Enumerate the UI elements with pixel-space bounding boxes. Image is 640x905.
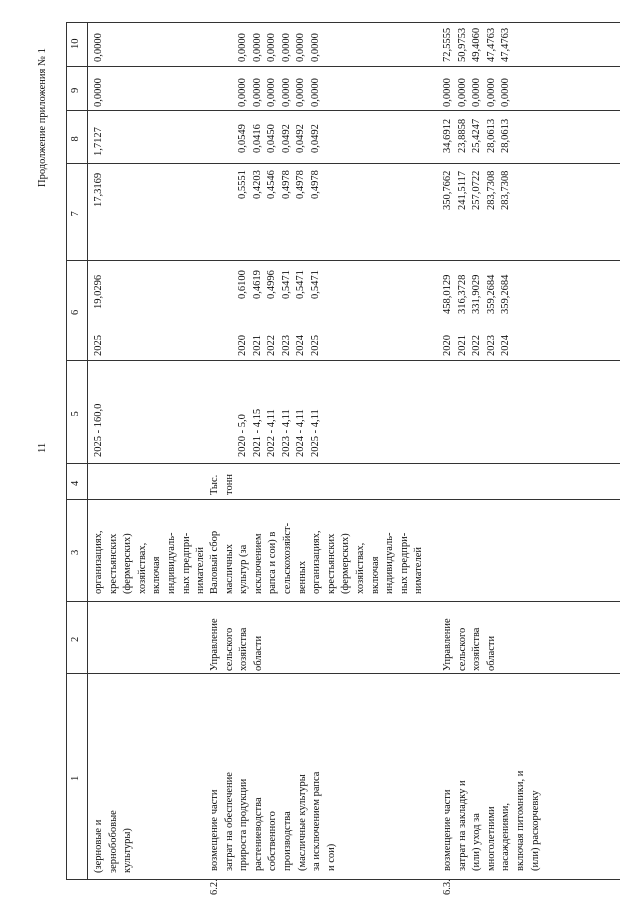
cell-text: ных предпри- (398, 532, 410, 594)
cell-text: сельского (223, 627, 235, 671)
column-header-4: 4 (70, 480, 81, 486)
cell-value: 23,8858 (456, 118, 468, 153)
cell-value: 0,0492 (310, 124, 321, 153)
column-border-9 (66, 66, 620, 67)
cell-value: 28,0613 (500, 118, 512, 153)
cell-text: венных (296, 560, 308, 594)
column-header-7: 7 (70, 211, 81, 217)
cell-value: 0,0000 (500, 78, 512, 107)
cell-value: 34,6912 (442, 118, 453, 153)
cell-value: 49,4060 (471, 27, 483, 62)
cell-value: 0,0000 (93, 78, 104, 107)
cell-text: крестьянских (107, 533, 119, 594)
cell-value: 19,0296 (93, 274, 104, 309)
cell-value: 0,4203 (251, 170, 263, 199)
column-border-2 (66, 601, 620, 602)
cell-text: индивидуаль- (384, 532, 396, 594)
column-border-7 (66, 163, 620, 164)
cell-value: 0,0000 (237, 78, 248, 107)
column-header-10: 10 (70, 38, 81, 49)
cell-text: нимателей (195, 547, 207, 594)
cell-target: 2020 - 5,0 (237, 414, 248, 457)
cell-value: 458,0129 (442, 274, 453, 314)
column-border-3 (66, 499, 620, 500)
cell-year: 2021 (251, 335, 263, 356)
cell-target: 2021 - 4,15 (251, 408, 263, 457)
cell-value: 0,0000 (266, 78, 278, 107)
cell-year: 2022 (471, 335, 483, 356)
cell-text: за исключением рапса (311, 771, 323, 871)
cell-value: 0,5551 (237, 170, 248, 199)
cell-value: 0,4619 (251, 270, 263, 299)
cell-value: 17,3169 (93, 172, 104, 207)
cell-text: (или) уход за (471, 813, 483, 871)
cell-value: 0,0549 (237, 124, 248, 153)
column-border-1 (66, 673, 620, 674)
cell-text: многолетними (485, 806, 497, 871)
cell-text: насаждениями, (500, 803, 512, 871)
cell-value: 350,7662 (442, 170, 453, 210)
cell-text: прироста продукции (238, 778, 250, 871)
cell-text: организациях, (311, 530, 323, 594)
cell-text: включая питомники, и (515, 770, 526, 871)
cell-text: (масличные культуры (296, 774, 308, 871)
cell-text: и сои) (325, 843, 337, 871)
cell-year: 2023 (485, 335, 497, 356)
cell-value: 0,5471 (310, 270, 321, 299)
column-header-2: 2 (70, 636, 81, 642)
cell-year: 2021 (456, 335, 468, 356)
cell-text: включая (369, 556, 381, 594)
cell-value: 0,0416 (251, 124, 263, 153)
cell-value: 0,0000 (251, 33, 263, 62)
cell-text: хозяйства (471, 627, 483, 671)
column-border-4 (66, 463, 620, 464)
cell-text: области (252, 635, 264, 671)
cell-value: 0,4546 (266, 170, 278, 199)
cell-value: 0,0000 (295, 33, 307, 62)
cell-text: исключением (252, 533, 264, 594)
cell-text: (фермерских) (122, 533, 134, 594)
cell-text: затрат на закладку и (456, 780, 468, 871)
cell-value: 0,0000 (471, 78, 483, 107)
cell-text: производства (282, 811, 293, 871)
cell-text: крестьянских (325, 533, 337, 594)
column-header-5: 5 (70, 411, 81, 417)
cell-text: (или) раскорчевку (529, 790, 541, 871)
column-border-8 (66, 110, 620, 111)
cell-value: 0,0000 (237, 33, 248, 62)
cell-value: 47,4763 (485, 27, 497, 62)
cell-year: 2024 (500, 335, 512, 356)
cell-text: Валовый сбор (209, 530, 220, 594)
cell-text: сельского (456, 627, 468, 671)
cell-text: масличных (223, 544, 235, 594)
cell-text: возмещение части (442, 789, 453, 871)
table-top-border (66, 23, 67, 880)
cell-text: Управление (442, 618, 453, 671)
cell-value: 50,9753 (456, 27, 468, 62)
cell-value: 0,6100 (237, 270, 248, 299)
cell-value: 28,0613 (485, 118, 497, 153)
column-border-0 (66, 879, 620, 880)
cell-value: 0,4978 (295, 170, 307, 199)
cell-value: 0,0000 (456, 78, 468, 107)
cell-text: культуры) (122, 828, 134, 873)
cell-value: 331,9029 (471, 274, 483, 314)
cell-text: Тыс. (209, 474, 220, 495)
column-header-3: 3 (70, 549, 81, 555)
cell-value: 0,0000 (266, 33, 278, 62)
cell-value: 0,0000 (442, 78, 453, 107)
cell-value: 0,0000 (310, 78, 321, 107)
column-border-10 (66, 22, 620, 23)
cell-value: 0,0000 (310, 33, 321, 62)
cell-text: ных предпри- (180, 532, 192, 594)
cell-value: 47,4763 (500, 27, 512, 62)
cell-target: 2022 - 4,11 (266, 409, 278, 457)
cell-value: 283,7308 (500, 170, 512, 210)
cell-value: 0,4978 (280, 170, 292, 199)
cell-text: хозяйствах, (136, 542, 148, 594)
cell-value: 359,2684 (485, 274, 497, 314)
cell-text: индивидуаль- (166, 532, 177, 594)
cell-value: 0,0000 (295, 78, 307, 107)
cell-text: затрат на обеспечение (223, 772, 235, 871)
cell-value: 0,0492 (295, 124, 307, 153)
cell-year: 2023 (280, 335, 292, 356)
cell-value: 25,4247 (471, 118, 483, 153)
cell-text: включая (151, 556, 163, 594)
cell-target: 2024 - 4,11 (295, 409, 307, 457)
cell-year: 2022 (266, 335, 278, 356)
cell-value: 0,0492 (280, 124, 292, 153)
cell-year: 2025 (93, 335, 104, 356)
cell-text: области (485, 635, 497, 671)
cell-text: возмещение части (209, 789, 220, 871)
cell-value: 1,7127 (93, 127, 104, 156)
cell-year: 2024 (295, 335, 307, 356)
cell-text: хозяйства (238, 627, 250, 671)
cell-year: 2025 (310, 335, 321, 356)
cell-text: нимателей (413, 547, 425, 594)
cell-text: Управление (209, 618, 220, 671)
cell-text: рапса и сои) в (267, 531, 279, 594)
column-border-6 (66, 260, 620, 261)
continuation-title: Продолжение приложения № 1 (37, 48, 48, 187)
header-bottom-border (87, 23, 88, 880)
cell-text: сельскохозяйст- (282, 522, 293, 594)
cell-value: 0,0000 (485, 78, 497, 107)
cell-text: (зерновые и (93, 819, 104, 873)
cell-text: растениеводства (252, 797, 264, 871)
cell-value: 72,5555 (442, 27, 453, 62)
cell-value: 0,0000 (251, 78, 263, 107)
column-border-5 (66, 360, 620, 361)
page-number: 11 (37, 442, 48, 453)
row-number: 6.2. (209, 879, 220, 895)
cell-value: 0,0450 (266, 124, 278, 153)
cell-text: организациях, (93, 530, 104, 594)
cell-value: 257,0722 (471, 170, 483, 210)
cell-value: 0,4996 (266, 270, 278, 299)
cell-text: зернобобовые (107, 810, 119, 873)
cell-value: 0,0000 (93, 33, 104, 62)
cell-text: тонн (223, 474, 235, 495)
cell-text: собственного (267, 811, 279, 871)
cell-value: 241,5117 (456, 171, 468, 210)
cell-text: культур (за (238, 544, 250, 594)
cell-value: 316,3728 (456, 274, 468, 314)
cell-year: 2020 (237, 335, 248, 356)
cell-target: 2025 - 160,0 (93, 403, 104, 457)
column-header-1: 1 (70, 775, 81, 781)
cell-value: 0,0000 (280, 78, 292, 107)
cell-value: 0,5471 (295, 270, 307, 299)
cell-value: 283,7308 (485, 170, 497, 210)
cell-target: 2023 - 4,11 (280, 409, 292, 457)
column-header-8: 8 (70, 136, 81, 142)
cell-year: 2020 (442, 335, 453, 356)
cell-value: 0,4978 (310, 170, 321, 199)
cell-value: 0,0000 (280, 33, 292, 62)
cell-text: хозяйствах, (355, 542, 366, 594)
cell-text: (фермерских) (340, 533, 352, 594)
cell-target: 2025 - 4,11 (310, 409, 321, 457)
row-number: 6.3. (442, 879, 453, 895)
column-header-9: 9 (70, 87, 81, 93)
cell-value: 359,2684 (500, 274, 512, 314)
column-header-6: 6 (70, 309, 81, 315)
cell-value: 0,5471 (280, 270, 292, 299)
